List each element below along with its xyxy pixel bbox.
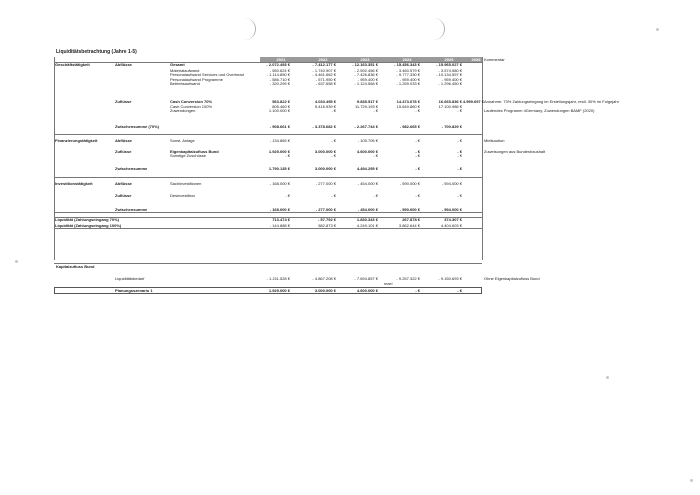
subcategory-label: Zuflüsse — [115, 149, 132, 154]
value-cell: - 454.000 € — [357, 207, 378, 212]
item-label: Sonstige Zuschüsse — [170, 153, 207, 158]
category-label: Liquidität (Zahlungseingang 100%) — [55, 223, 122, 228]
year-header: 2025 — [428, 57, 470, 62]
row-label: Liquiditätsbedarf — [115, 276, 145, 281]
value-cell: - 1.211.528 € — [266, 276, 290, 281]
subcategory-label: Abflüsse — [115, 138, 132, 143]
value-cell: 5.416.939 € — [314, 104, 336, 109]
grid-line — [54, 263, 482, 264]
value-cell: - 590.000 € — [399, 181, 420, 186]
item-label: Eigenkapitalzufluss Bund — [170, 149, 219, 154]
value-cell: - € — [331, 138, 336, 143]
value-cell: - € — [457, 288, 462, 293]
value-cell: 1.100.000 € — [268, 108, 290, 113]
value-cell: 563.822 € — [272, 99, 290, 104]
value-cell: - 959.400 € — [441, 77, 462, 82]
value-cell: - € — [457, 193, 462, 198]
comment-text: Laufendes Programm 4Germany, Zuwendungen BAMF (2020) — [484, 108, 595, 113]
value-cell: - 15.965.027 € — [436, 62, 462, 67]
item-label: Cash Conversion 100% — [170, 104, 213, 109]
year-header: 2023 — [344, 57, 386, 62]
value-cell: - 1.740.907 € — [312, 68, 336, 73]
value-cell: - 454.000 € — [357, 181, 378, 186]
value-cell: - 144.888 € — [269, 223, 290, 228]
value-cell: - 105.705 € — [357, 138, 378, 143]
value-cell: - 7.426.836 € — [354, 72, 378, 77]
grid-line — [482, 57, 483, 260]
value-cell: - € — [415, 288, 420, 293]
scan-dot — [606, 376, 609, 379]
value-cell: - 9.150.693 € — [438, 276, 462, 281]
subcategory-label: Zwischensumme (70%) — [115, 124, 160, 129]
year-header: 2022 — [302, 57, 344, 62]
value-cell: - 571.950 € — [315, 77, 336, 82]
year-header: 2026 — [471, 57, 481, 62]
value-cell: - 3.460.579 € — [396, 68, 420, 73]
value-cell: - 586.710 € — [269, 77, 290, 82]
value-cell: 374.307 € — [444, 217, 462, 222]
value-cell: - 3.574.580 € — [438, 68, 462, 73]
scan-dot — [656, 28, 659, 31]
category-label: Finanzierungstätigkeit — [55, 138, 98, 143]
value-cell: - € — [331, 108, 336, 113]
item-label: Sachinvestitionen — [170, 181, 202, 186]
value-cell: - 982.665 € — [399, 124, 420, 129]
comment-column-header: Kommentar — [484, 57, 505, 62]
value-cell: - 57.792 € — [317, 217, 336, 222]
subcategory-label: Abflüsse — [115, 181, 132, 186]
value-cell: - 550.624 € — [269, 68, 290, 73]
value-cell: - 15.456.343 € — [394, 62, 420, 67]
value-cell: - 590.000 € — [399, 207, 420, 212]
value-cell: 14.473.678 € — [396, 99, 420, 104]
item-label: Personalaufwand Services und Overhead — [170, 72, 244, 77]
value-cell: 4.249.101 € — [356, 223, 378, 228]
value-cell: - 277.000 € — [315, 207, 336, 212]
subcategory-label: Zwischensumme — [115, 207, 148, 212]
value-cell: 1.925.000 € — [268, 149, 290, 154]
item-label: Gesamt — [170, 62, 185, 67]
value-cell: 1.925.000 € — [268, 288, 290, 293]
punch-hole-mark-right — [432, 18, 445, 40]
value-cell: 4.494.295 € — [356, 166, 378, 171]
value-cell: - 7.412.177 € — [312, 62, 336, 67]
value-cell: 267.878 € — [402, 217, 420, 222]
punch-hole-mark-left — [243, 18, 256, 40]
value-cell: - 10.134.597 € — [436, 72, 462, 77]
value-cell: 582.873 € — [318, 223, 336, 228]
value-cell: - 637.658 € — [315, 81, 336, 86]
value-cell: 1.830.343 € — [356, 217, 378, 222]
value-cell: - € — [415, 193, 420, 198]
value-cell: - € — [415, 149, 420, 154]
document-title: Liquiditätsbetrachtung (Jahre 1-5) — [56, 49, 137, 55]
value-cell: - € — [457, 108, 462, 113]
value-cell: 4.033.495 € — [314, 99, 336, 104]
grid-line — [54, 228, 482, 229]
value-cell: - 4.461.662 € — [312, 72, 336, 77]
value-cell: 4.404.603 € — [440, 223, 462, 228]
comment-text: Ohne Eigenkapitalzufluss Bund — [484, 276, 540, 281]
value-cell: 11.729.193 € — [354, 104, 378, 109]
value-cell: 713.474 € — [272, 217, 290, 222]
value-cell: - 12.163.351 € — [352, 62, 378, 67]
value-cell: 1.790.135 € — [268, 166, 290, 171]
value-cell: - € — [457, 153, 462, 158]
value-cell: - € — [415, 166, 420, 171]
year-header: 2024 — [386, 57, 428, 62]
grid-line — [54, 134, 482, 135]
value-cell: - € — [373, 108, 378, 113]
value-cell: - 134.865 € — [269, 138, 290, 143]
value-cell: - € — [415, 138, 420, 143]
value-cell: - € — [331, 153, 336, 158]
value-cell: - € — [457, 166, 462, 171]
value-cell: - 2.072.493 € — [266, 62, 290, 67]
value-cell: - 594.000 € — [441, 181, 462, 186]
value-cell: - 4.867.208 € — [312, 276, 336, 281]
value-cell: 9.835.517 € — [356, 99, 378, 104]
value-cell: 4.600.000 € — [356, 149, 378, 154]
value-cell: 4.999.697 € — [462, 99, 484, 104]
value-cell: 15.649.860 € — [396, 104, 420, 109]
value-cell: - 320.299 € — [269, 81, 290, 86]
subcategory-label: Abflüsse — [115, 62, 132, 67]
item-label: Personalaufwand Programme — [170, 77, 223, 82]
value-cell: - € — [373, 153, 378, 158]
value-cell: - € — [457, 149, 462, 154]
value-cell: 4.600.000 € — [356, 288, 378, 293]
value-cell: - 1.296.450 € — [438, 81, 462, 86]
value-cell: - 700.829 € — [441, 124, 462, 129]
item-label: Materialaufwand — [170, 68, 200, 73]
category-label: Investitionstätigkeit — [55, 181, 93, 186]
value-cell: 3.000.000 € — [314, 149, 336, 154]
scan-dot — [690, 479, 693, 482]
value-cell: - 168.000 € — [269, 207, 290, 212]
subcategory-label: Zwischensumme — [115, 166, 148, 171]
value-cell: - € — [373, 193, 378, 198]
value-cell: - 594.000 € — [441, 207, 462, 212]
subcategory-label: Zuflüsse — [115, 99, 132, 104]
value-cell: - € — [457, 138, 462, 143]
section-title: Kapitalzufluss Bund — [56, 264, 95, 269]
value-cell: - 1.114.850 € — [266, 72, 290, 77]
value-cell: - 9.777.330 € — [396, 72, 420, 77]
value-cell: - 2.592.456 € — [354, 68, 378, 73]
item-label: Zuwendungen — [170, 108, 196, 113]
value-cell: - 1.124.568 € — [354, 81, 378, 86]
value-cell: - € — [415, 108, 420, 113]
value-cell: - 908.661 € — [269, 124, 290, 129]
value-cell: - 2.267.744 € — [354, 124, 378, 129]
value-cell: - € — [285, 193, 290, 198]
item-label: Cash Conversion 70% — [170, 99, 213, 104]
item-label: Betriebsaufwand — [170, 81, 200, 86]
item-label: Sonst. Anlage — [170, 138, 195, 143]
row-label: Planungsszenario 1 — [115, 288, 153, 293]
value-cell: - 277.000 € — [315, 181, 336, 186]
value-cell: - 7.694.857 € — [354, 276, 378, 281]
value-cell: 3.000.000 € — [314, 166, 336, 171]
item-label: Desinvestition — [170, 193, 195, 198]
year-header: 2021 — [260, 57, 302, 62]
value-cell: - € — [415, 153, 420, 158]
value-cell: 805.460 € — [272, 104, 290, 109]
grid-line — [54, 212, 482, 213]
liquidity-table — [54, 57, 654, 260]
value-cell: - 959.400 € — [357, 77, 378, 82]
comment-text: Zuweisungen aus Bundeshaushalt — [484, 149, 546, 154]
scan-dot — [15, 260, 18, 263]
value-cell: 17.100.986 € — [438, 104, 462, 109]
category-label: Liquidität (Zahlungseingang 70%) — [55, 217, 119, 222]
value-cell: - 9.257.322 € — [396, 276, 420, 281]
value-cell: - 168.000 € — [269, 181, 290, 186]
grid-line — [54, 57, 55, 260]
comment-text: Mietkaution — [484, 138, 505, 143]
value-cell: 3.000.000 € — [314, 288, 336, 293]
value-cell: - 959.400 € — [399, 77, 420, 82]
value-cell: - € — [285, 153, 290, 158]
note-text: max! — [384, 281, 393, 286]
value-cell: 16.665.836 € — [438, 99, 462, 104]
category-label: Geschäftstätigkeit — [55, 62, 90, 67]
comment-text: Annahme: 70% Zahlungseingang im Erstellungsjahr, restl. 30% im Folgejahr — [484, 99, 619, 104]
subcategory-label: Zuflüsse — [115, 193, 132, 198]
value-cell: 3.862.644 € — [398, 223, 420, 228]
value-cell: - 1.259.033 € — [396, 81, 420, 86]
grid-line — [54, 177, 482, 178]
value-cell: - € — [331, 193, 336, 198]
value-cell: - 3.378.682 € — [312, 124, 336, 129]
